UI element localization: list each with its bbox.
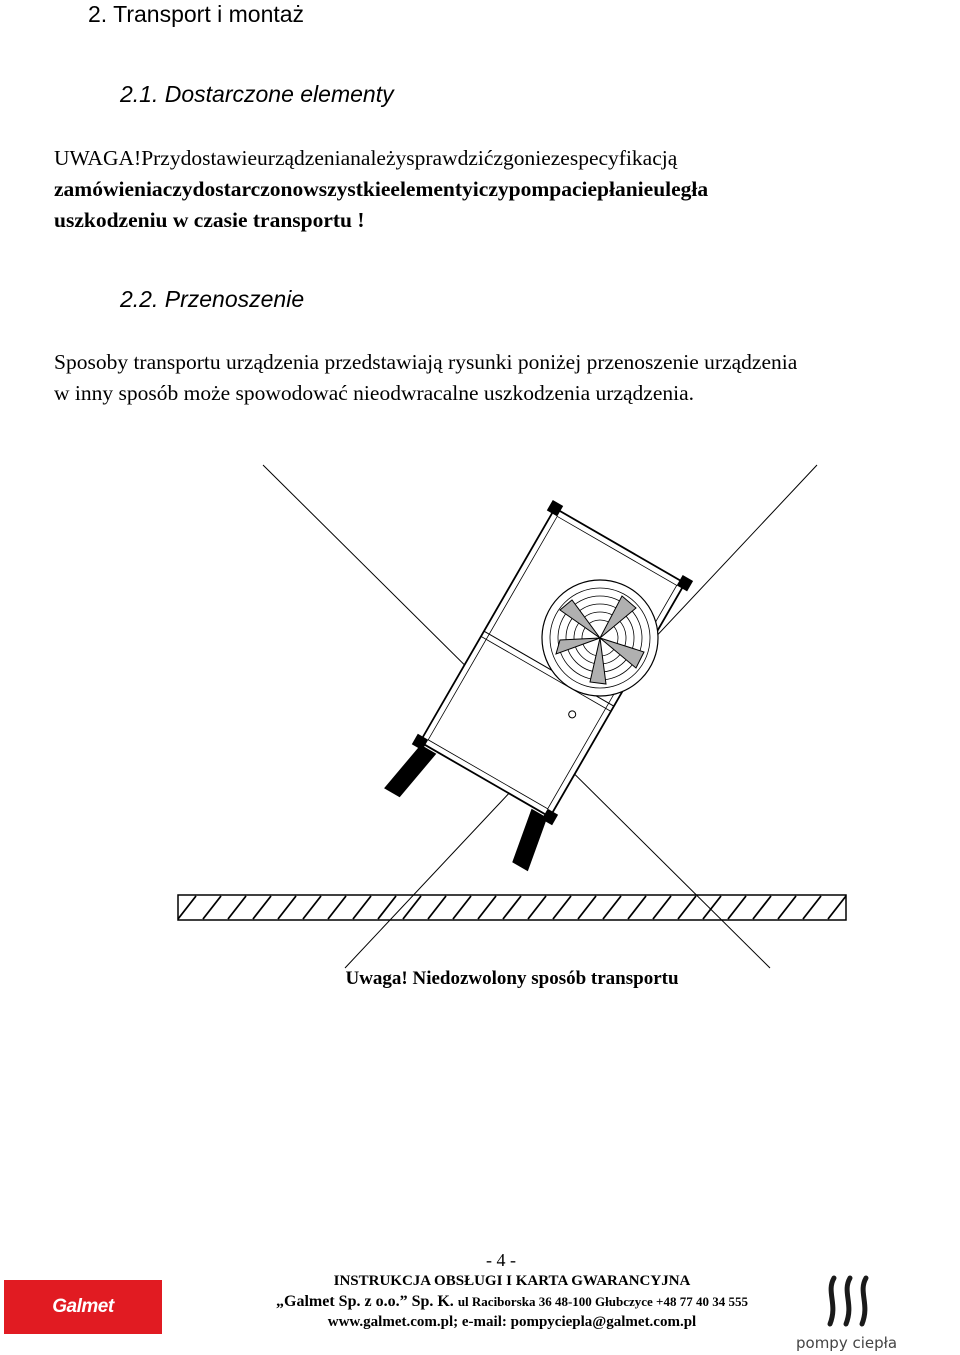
hatch-line [678, 896, 696, 919]
hatch-line [578, 896, 596, 919]
fan-icon [542, 580, 658, 696]
carrying-line-1: Sposoby transportu urządzenia przedstawiają rysunki poniżej przenoszenie urządzenia [54, 350, 798, 374]
footer-title: INSTRUKCJA OBSŁUGI I KARTA GWARANCYJNA [333, 1273, 691, 1289]
floor-hatching [178, 895, 846, 920]
hatch-line [453, 896, 471, 919]
warning-line-1 [54, 143, 960, 174]
word: specyfikacją [569, 146, 678, 170]
figure-caption: Uwaga! Niedozwolony sposób transportu [345, 968, 679, 989]
word: ciepła [571, 177, 626, 201]
word: ze [550, 146, 570, 170]
footer-contact: www.galmet.com.pl; e-mail: pompyciepla@galmet.com.pl [327, 1314, 697, 1330]
word: UWAGA! [54, 146, 142, 170]
hatch-line [778, 896, 796, 919]
hatch-line [403, 896, 421, 919]
hatch-line [378, 896, 396, 919]
galmet-logo [4, 1280, 162, 1334]
word: zgonie [493, 146, 551, 170]
word: nie [625, 177, 654, 201]
pompy-ciepla-logo-text: pompy ciepła [796, 1334, 898, 1352]
word: wszystkie [303, 177, 391, 201]
hatch-line [803, 896, 821, 919]
hatch-line [253, 896, 271, 919]
transport-drawing [170, 460, 850, 980]
warning-paragraph [54, 143, 960, 236]
hatch-line [528, 896, 546, 919]
hatch-line [703, 896, 721, 919]
warning-line-3: uszkodzeniu w czasie transportu ! [54, 208, 365, 232]
subsection-heading-delivered: 2.1. Dostarczone elementy [120, 81, 394, 107]
hatch-line [603, 896, 621, 919]
word: zamówienia [54, 177, 163, 201]
hatch-line [478, 896, 496, 919]
hatch-line [303, 896, 321, 919]
word: Przy [141, 146, 181, 170]
galmet-logo-text: Galmet [52, 1296, 114, 1317]
page-number: - 4 - [486, 1250, 516, 1270]
hatch-line [228, 896, 246, 919]
hatch-line [203, 896, 221, 919]
word: uległa [653, 177, 709, 201]
word: elementy [390, 177, 473, 201]
footer-address: ul Raciborska 36 48-100 Głubczyce +48 77 40 34 555 [457, 1294, 748, 1309]
word: sprawdzić [406, 146, 494, 170]
warning-line-2 [54, 174, 960, 205]
footer-company: „Galmet Sp. z o.o.” Sp. K. [276, 1293, 454, 1310]
hatch-line [503, 896, 521, 919]
carrying-line-2: w inny sposób może spowodować nieodwracalne uszkodzenia urządzenia. [54, 381, 695, 405]
hatch-line [553, 896, 571, 919]
word: urządzenia [257, 146, 351, 170]
footer-company-line [180, 1293, 844, 1311]
hatch-line [628, 896, 646, 919]
word: czy [162, 177, 193, 201]
word: dostarczono [192, 177, 304, 201]
word: czy [478, 177, 509, 201]
hatch-line [328, 896, 346, 919]
hatch-line [728, 896, 746, 919]
word: dostawie [180, 146, 258, 170]
hatch-line [428, 896, 446, 919]
word: i [472, 177, 479, 201]
section-heading: 2. Transport i montaż [88, 1, 305, 27]
hatch-line [753, 896, 771, 919]
hatch-line [278, 896, 296, 919]
word: pompa [508, 177, 572, 201]
word: należy [350, 146, 407, 170]
hatch-line [353, 896, 371, 919]
subsection-heading-carrying: 2.2. Przenoszenie [120, 286, 305, 312]
hatch-line [828, 896, 846, 919]
carrying-paragraph [54, 347, 960, 409]
hatch-line [178, 896, 196, 919]
heat-pump-unit [384, 499, 695, 871]
hatch-line [653, 896, 671, 919]
